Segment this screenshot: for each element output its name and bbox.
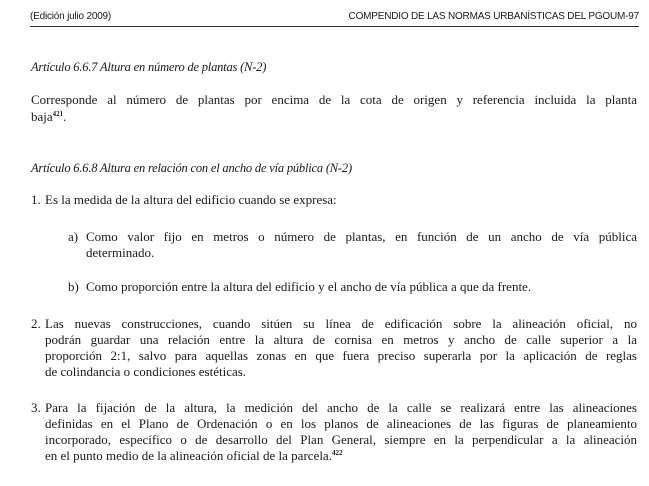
article-6-6-7-heading: Artículo 6.6.7 Altura en número de plantas (N-2): [31, 60, 267, 74]
text-line: definidas en el Plano de Ordenación o en los planos de alineaciones de las figuras de planeamiento: [45, 416, 637, 431]
article-6-6-7-body: [31, 91, 637, 125]
text-line: Para la fijación de la altura, la medición del ancho de la calle se realizará entre las alineaciones: [45, 400, 637, 415]
text-line-last: [45, 448, 637, 464]
text-line: Corresponde al número de plantas por encima de la cota de origen y referencia incluida la planta: [31, 92, 637, 107]
list-marker: 1.: [31, 192, 41, 207]
document-title: COMPENDIO DE LAS NORMAS URBANÍSTICAS DEL PGOUM-97: [348, 11, 639, 22]
sub-item-a: [68, 229, 637, 263]
text-line: Como proporción entre la altura del edificio y el ancho de vía pública a que da frente.: [86, 279, 532, 294]
list-item-3: [31, 400, 637, 466]
list-item-body: [45, 316, 637, 380]
text-line: determinado.: [86, 245, 155, 260]
text-line: baja: [31, 109, 53, 124]
period: .: [63, 109, 67, 124]
footnote-ref-421[interactable]: 421: [52, 110, 64, 118]
list-marker: 2.: [31, 316, 41, 331]
text-line: proporción 2:1, salvo para aquellas zonas en que fuera preciso superarla por la aplicación de reglas: [45, 348, 637, 363]
text-line: Como valor fijo en metros o número de plantas, en función de un ancho de vía pública: [86, 229, 637, 244]
sub-item-body: [86, 279, 637, 295]
list-item-2: [31, 316, 637, 382]
list-item-text: Es la medida de la altura del edificio cuando se expresa:: [45, 192, 337, 207]
text-line: Las nuevas construcciones, cuando sitúen su línea de edificación sobre la alineación oficial, no: [45, 316, 637, 331]
running-header: [30, 10, 639, 27]
article-6-6-8-heading: Artículo 6.6.8 Altura en relación con el ancho de vía pública (N-2): [31, 161, 352, 175]
sub-item-marker: b): [68, 279, 79, 294]
text-line: incorporado, específico o de desarrollo del Plan General, siempre en la perpendicular a la alineación: [45, 432, 637, 447]
text-line: de colindancia o condiciones estéticas.: [45, 364, 247, 379]
text-line: podrán guardar una relación entre la altura de cornisa en metros y ancho de calle superior a la: [45, 332, 637, 347]
list-item-body: [45, 400, 637, 464]
edition-label: (Edición julio 2009): [30, 11, 112, 22]
sub-item-body: [86, 229, 637, 261]
sub-item-marker: a): [68, 229, 79, 244]
text-line-last: [31, 108, 637, 125]
text-line: en el punto medio de la alineación oficial de la parcela.: [45, 448, 332, 463]
list-marker: 3.: [31, 400, 41, 415]
list-item-1: [31, 192, 637, 209]
sub-item-b: [68, 279, 637, 296]
footnote-ref-422[interactable]: 422: [331, 449, 343, 457]
